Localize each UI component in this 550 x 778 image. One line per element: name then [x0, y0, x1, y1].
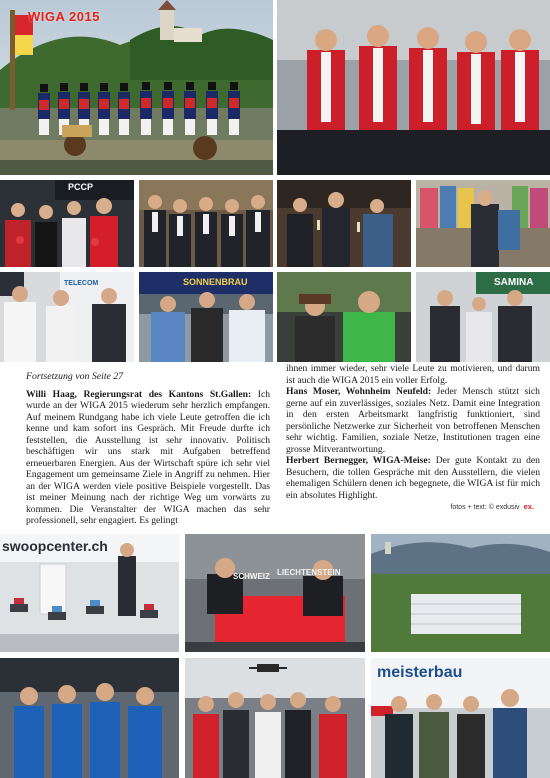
quote-bernegger: Der gute Kontakt zu den Besuchern, die tollen Gespräche mit den Ausstellern, die vielen ehemaligen Schülern denen ich begegnete, die WIGA ist für mich ein absolutes Highlight.	[286, 455, 540, 501]
continued-note: Fortsetzung von Seite 27	[26, 371, 124, 382]
speaker-moser: Hans Moser, Wohnheim Neufeld:	[286, 386, 432, 397]
sign-liechtenstein: LIECHTENSTEIN	[277, 568, 341, 577]
photo-bench	[185, 534, 365, 652]
photo-sonnenbrau	[139, 272, 273, 362]
speaker-haag: Willi Haag, Regierungsrat des Kantons St.Gallen:	[26, 388, 252, 400]
photo-swoop-chairs	[0, 534, 179, 652]
photo-officials	[139, 180, 273, 267]
photo-credit	[450, 502, 534, 511]
paragraph-bernegger	[286, 455, 540, 501]
photo-pccp	[0, 180, 134, 267]
photo-tambours	[0, 0, 273, 175]
credit-logo: ex.	[523, 502, 534, 511]
quote-moser: Jeder Mensch stützt sich gerne auf ein zuverlässiges, soziales Netz. Damit eine Integration in den ersten Arbeitsmarkt langfristig funktioniert, sind persönliche Netzwerke zur Sicherheit von betroffenen Menschen sehr wichtig. Familien, soziale Netze, Institutionen tragen eine grosse Mitverantwortung.	[286, 386, 540, 455]
photo-aerial	[371, 534, 550, 652]
photo-drone	[185, 658, 365, 778]
photo-band	[277, 0, 550, 175]
photo-meisterbau	[371, 658, 550, 778]
photo-toast	[277, 180, 411, 267]
photo-telecom	[0, 272, 134, 362]
photo-blue-shirts	[0, 658, 179, 778]
sign-samina: SAMINA	[494, 277, 534, 288]
page-title: WIGA 2015	[28, 9, 100, 24]
paragraph-moser	[286, 386, 540, 455]
sign-telecom: TELECOM	[64, 280, 99, 287]
paragraph-haag	[26, 389, 270, 527]
sign-sonnenbrau: SONNENBRAU	[183, 277, 248, 287]
speaker-bernegger: Herbert Bernegger, WIGA-Meise:	[286, 455, 431, 466]
quote-haag-continued: ihnen immer wieder, sehr viele Leute zu motivieren, und darum ist auch die WIGA 2015 ein voller Erfolg.	[286, 363, 540, 386]
article-column-right	[286, 363, 540, 501]
quote-haag: Ich wurde an der WIGA 2015 wiederum sehr herzlich empfangen. Auf meinem Rundgang habe ich viele Leute getroffen die ich kenne und kam sofort ins Gespräch. Mit Freude durfte ich feststellen, die Ausstellung ist sehr innovativ. Politisch beschäftigen wir uns stark mit Aufgaben betreffend erneuerbaren Energien. Aus der Wirtschaft spüre ich sehr viel Engagement um gemeinsame Ziele in Angriff zu nehmen. Hier an der WIGA werden viele positive Beispiele vorgestellt. Das ist meiner Meinung nach der richtige Weg um vorwärts zu kommen. Die Veranstalter der WIGA machen das sehr professionell, sehr engagiert. Es gelingt	[26, 388, 271, 526]
sign-schweiz: SCHWEIZ	[233, 572, 270, 581]
article-column-left	[26, 371, 270, 527]
photo-samina	[416, 272, 550, 362]
photo-visitors	[277, 272, 411, 362]
photo-clothing-shop	[416, 180, 550, 267]
sign-meisterbau: meisterbau	[377, 664, 463, 681]
sign-pccp: PCCP	[68, 182, 94, 192]
sign-swoop: swoopcenter.ch	[2, 538, 108, 554]
credit-text: fotos + text: © exdusiv	[450, 504, 520, 511]
